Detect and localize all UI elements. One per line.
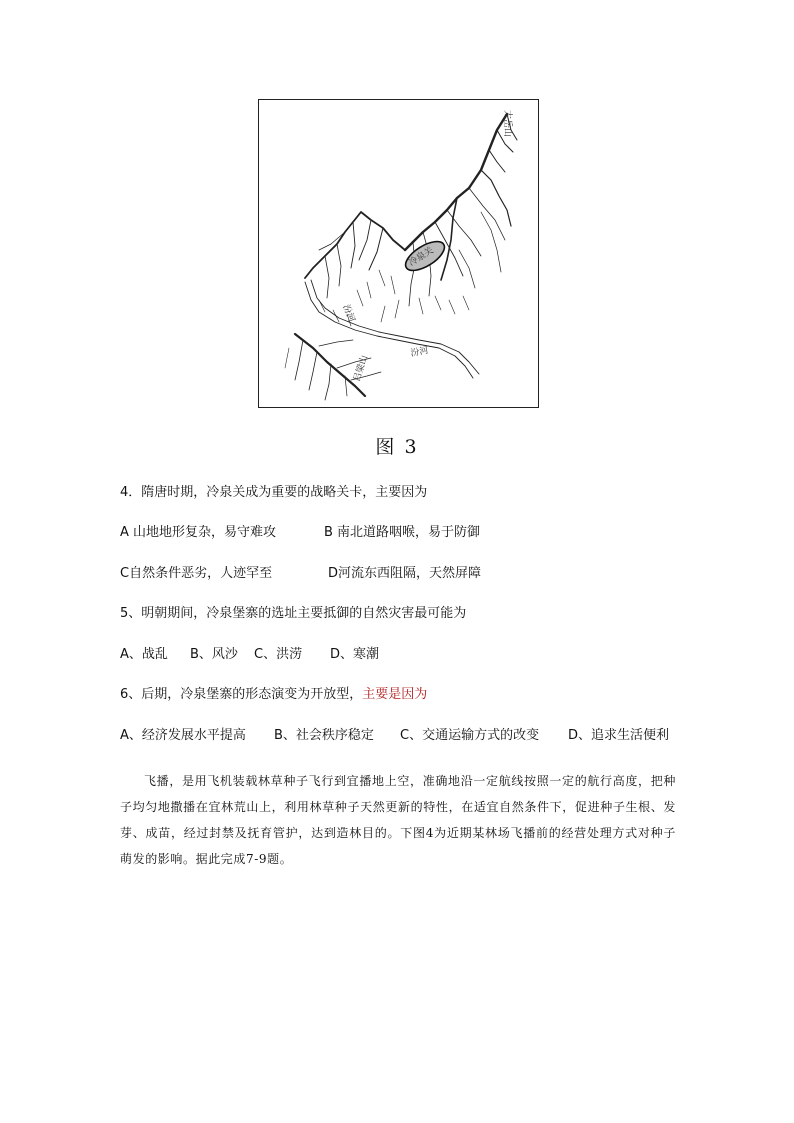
question-5-stem: 5、明朝期间，冷泉堡寨的选址主要抵御的自然灾害最可能为 xyxy=(120,606,467,621)
option-b: B、社会秩序稳定 xyxy=(274,728,374,743)
option-d: D河流东西阻隔，天然屏障 xyxy=(328,566,482,581)
option-c: C、洪涝 xyxy=(254,647,303,662)
question-4-stem: 4．隋唐时期，冷泉关成为重要的战略关卡，主要因为 xyxy=(120,485,428,500)
reading-passage: 飞播，是用飞机装载林草种子飞行到宜播地上空，准确地沿一定航线按照一定的航行高度，把种子均匀地撒播在宜林荒山上，利用林草种子天然更新的特性，在适宜自然条件下，促进种子生根、发芽、成苗，经过封禁及抚育管护，达到造林目的。下图4为近期某林场飞播前的经营处理方式对种子萌发的影响。据此完成7-9题。 xyxy=(120,774,676,866)
map-figure xyxy=(258,99,539,408)
option-a: A、经济发展水平提高 xyxy=(120,728,246,743)
option-b: B 南北道路咽喉，易于防御 xyxy=(324,525,481,540)
question-4-options-row2 xyxy=(120,565,481,583)
figure-caption: 图 3 xyxy=(375,436,419,458)
question-6-stem xyxy=(120,686,427,704)
mountain-label-lvliang: 吕梁山 xyxy=(352,354,371,383)
fort-label: 冷泉关 xyxy=(407,245,436,269)
question-6-stem-highlight: 主要是因为 xyxy=(362,687,428,702)
option-b: B、风沙 xyxy=(190,647,238,662)
option-c: C自然条件恶劣，人迹罕至 xyxy=(120,566,273,581)
terrain-sketch xyxy=(259,100,538,407)
option-a: A 山地地形复杂，易守难攻 xyxy=(120,525,277,540)
option-c: C、交通运输方式的改变 xyxy=(400,728,540,743)
question-5-options xyxy=(120,646,379,664)
question-6-stem-text: 6、后期，冷泉堡寨的形态演变为开放型， xyxy=(120,687,363,702)
mountain-label-taiyue: 太岳山 xyxy=(502,110,512,138)
option-d: D、追求生活便利 xyxy=(568,728,670,743)
option-a: A、战乱 xyxy=(120,647,168,662)
river-label-south: 汾河 xyxy=(409,345,430,359)
option-d: D、寒潮 xyxy=(330,647,380,662)
question-4-options-row1 xyxy=(120,524,480,542)
river-label-north: 汾河 xyxy=(340,303,357,324)
question-6-options xyxy=(120,727,669,745)
